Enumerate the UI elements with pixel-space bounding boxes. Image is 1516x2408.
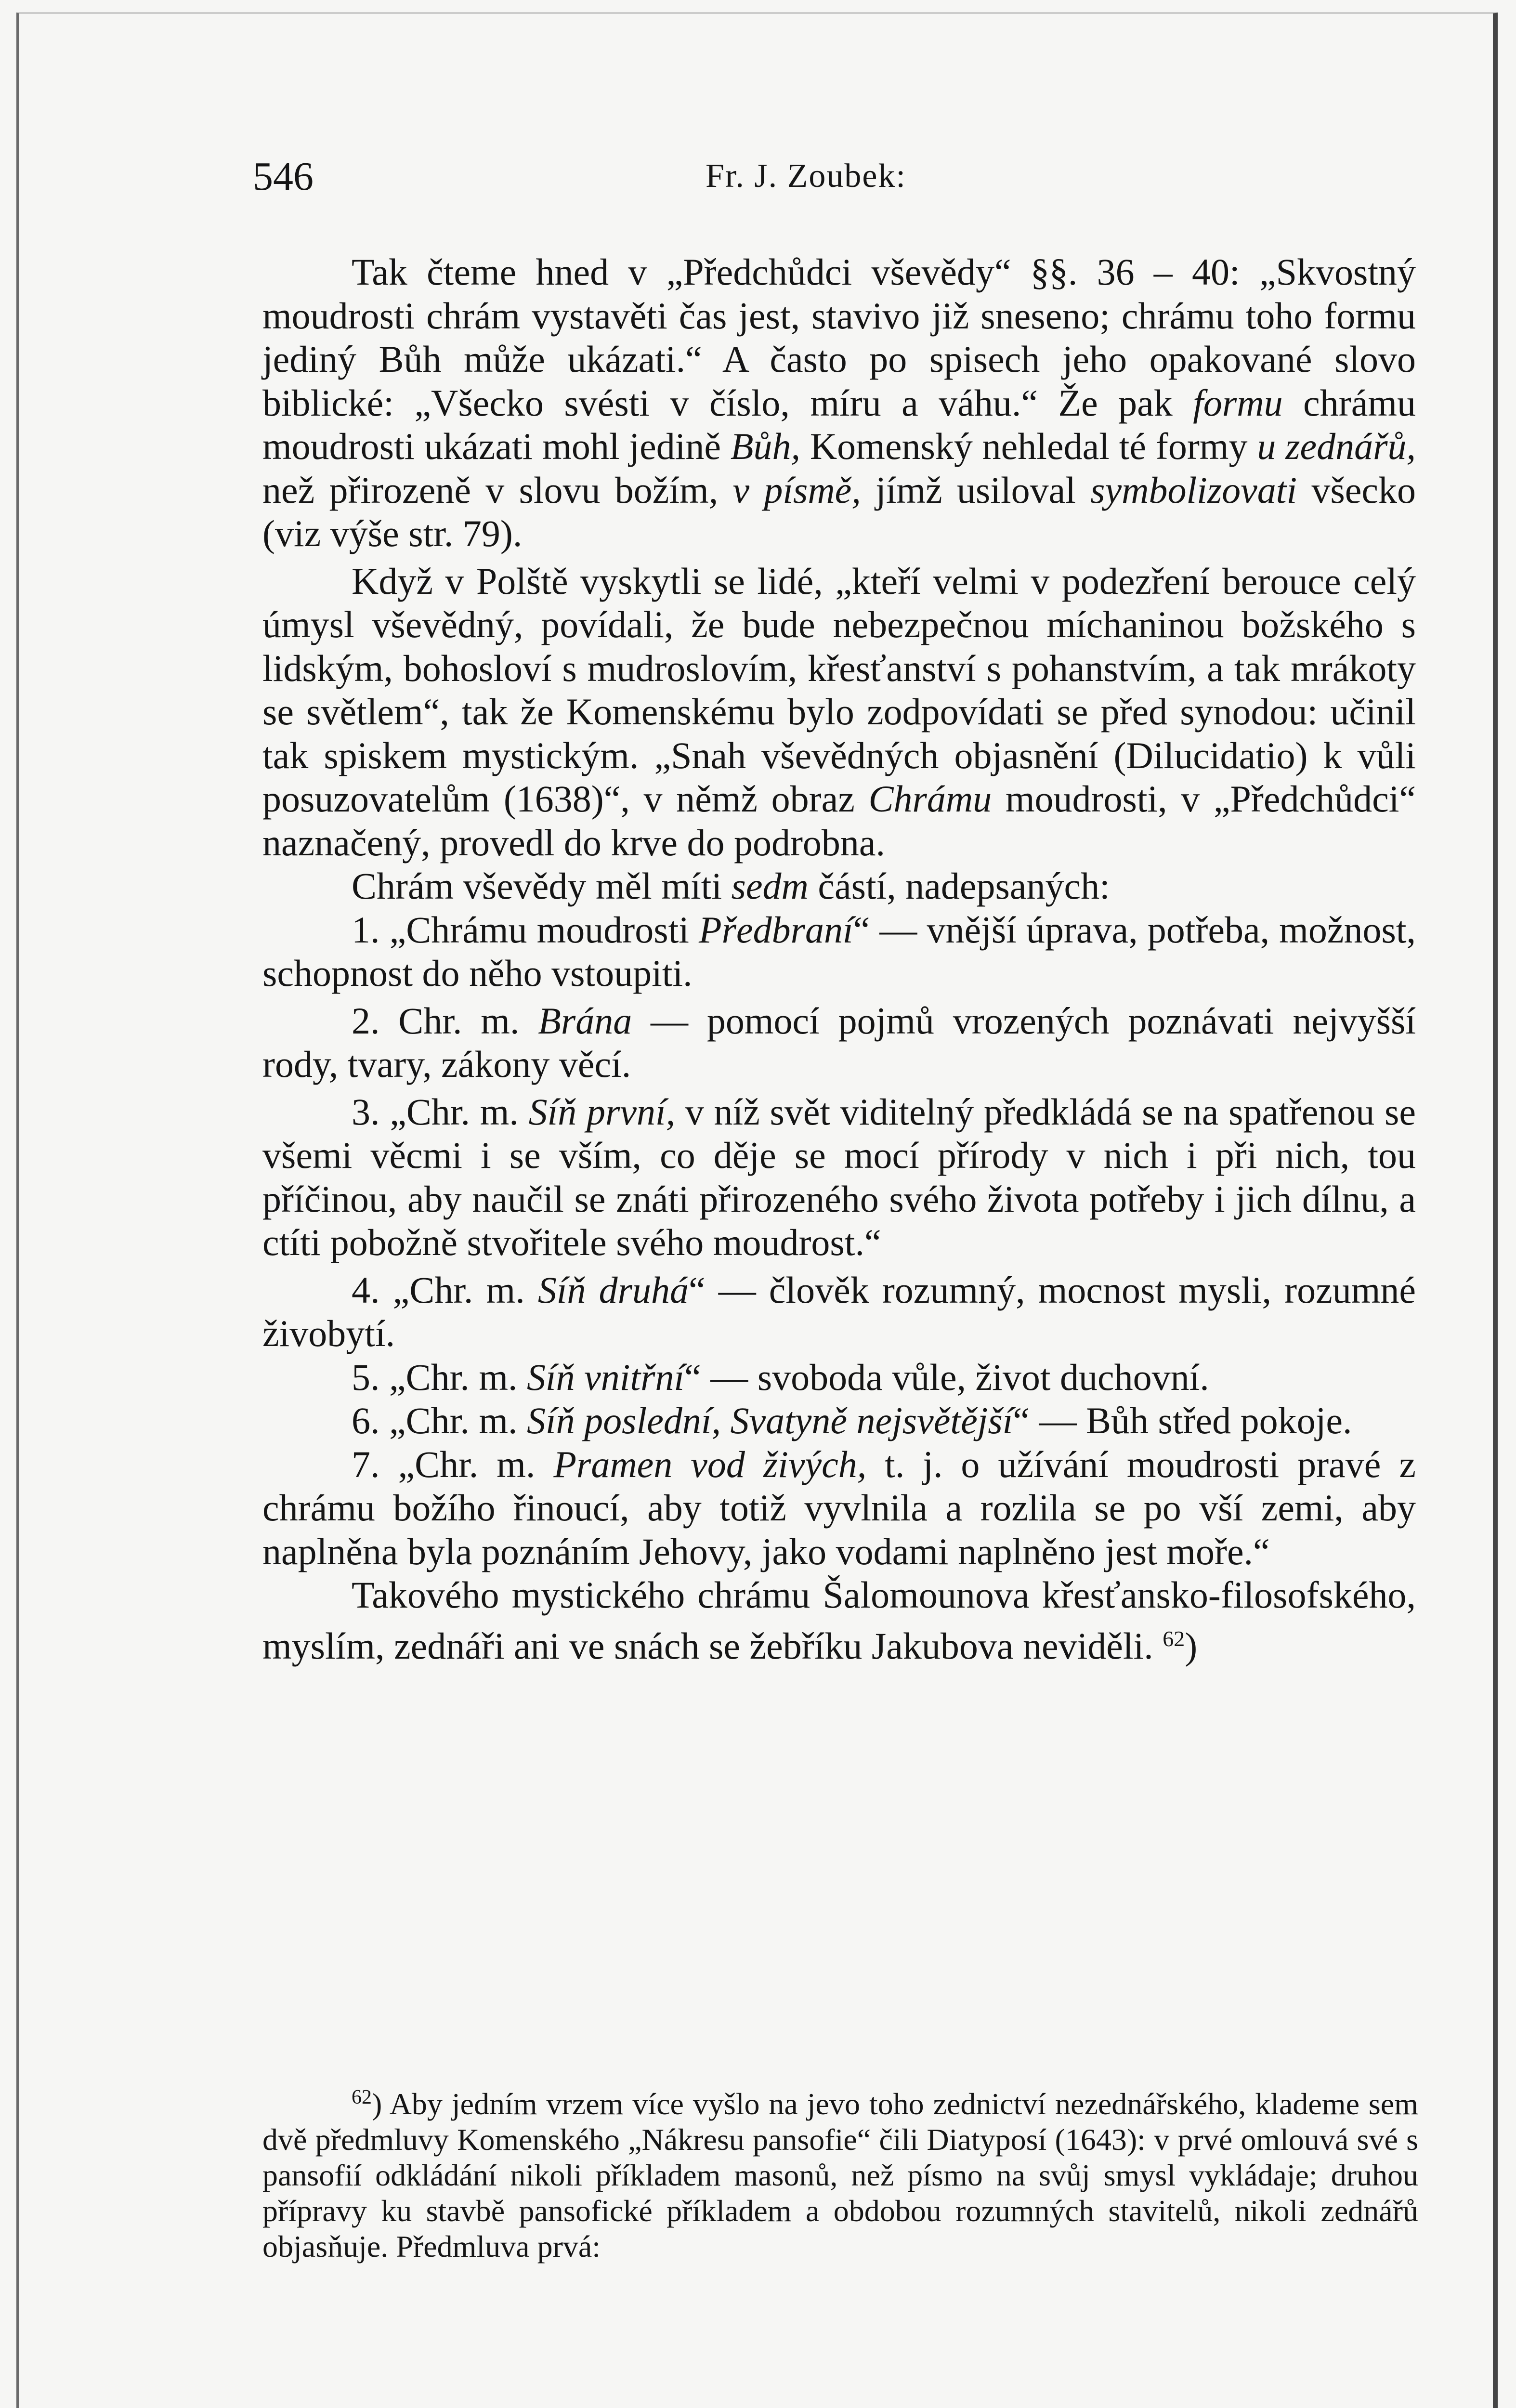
emphasized-text: Chrámu	[868, 778, 992, 820]
text-run: 7. „Chr. m.	[352, 1443, 554, 1485]
footnote	[262, 2080, 1418, 2264]
list-item	[262, 999, 1416, 1086]
text-run: chrámu moudrosti ukázati mohl jedině	[262, 381, 1416, 467]
text-run: “ — vnější úprava, potřeba, možnost, schopnost do něho vstoupiti.	[262, 908, 1416, 994]
text-run: Tak čteme hned v „Předchůdci vševědy“ §§. 36 – 40: „Skvostný moudrosti chrám vystavěti čas jest, stavivo již sneseno; chrámu toho formu jediný Bůh může ukázati.“ A často po spisech jeho opakované slovo biblické: „Všecko svésti v číslo, míru a váhu.“ Že pak	[262, 251, 1416, 424]
text-run: “ — Bůh střed pokoje.	[1013, 1400, 1352, 1441]
footnote-reference: 62	[1163, 1626, 1185, 1651]
text-run: 6. „Chr. m.	[352, 1400, 527, 1441]
text-run: t. j. o užívání moudrosti pravé z chrámu božího řinoucí, aby totiž vyvlnila a rozlila se po vší zemi, aby naplněna byla poznáním Jehovy, jako vodami naplněno jest moře.“	[262, 1443, 1416, 1572]
list-item	[262, 1090, 1416, 1265]
emphasized-text: Brána	[538, 999, 632, 1042]
text-run: Když v Polště vyskytli se lidé, „kteří velmi v podezření berouce celý úmysl vševědný, povídali, že bude nebezpečnou míchaninou božského s lidským, bohosloví s mudroslovím, křesťanství s pohanstvím, a tak mrákoty se světlem“, tak že Komenskému bylo zodpovídati se před synodou: učinil tak spiskem mystickým. „Snah vševědných objasnění (Dilucidatio) k vůli posuzovatelům (1638)“, v němž obraz	[262, 560, 1416, 820]
text-run: 4. „Chr. m.	[352, 1269, 538, 1311]
text-run: “ — člověk rozumný, mocnost mysli, rozumné živobytí.	[262, 1269, 1416, 1354]
emphasized-text: formu	[1193, 381, 1283, 424]
text-run: než přirozeně v slovu božím,	[262, 469, 733, 511]
emphasized-text: u zednářů,	[1257, 425, 1416, 467]
text-run: Takového mystického chrámu Šalomounova křesťansko-filosofského, myslím, zednáři ani ve snách se žebříku Jakubova neviděli.	[262, 1574, 1416, 1667]
list-item	[262, 1356, 1416, 1400]
emphasized-text: symbolizovati	[1090, 469, 1297, 511]
text-run: 2. Chr. m.	[352, 999, 538, 1042]
text-run: Komenský nehledal té formy	[800, 425, 1257, 467]
list-item	[262, 1399, 1416, 1443]
emphasized-text: Síň poslední, Svatyně nejsvětější	[527, 1400, 1013, 1441]
paragraph	[262, 1573, 1416, 1668]
emphasized-text: Síň druhá	[537, 1269, 689, 1311]
text-run: všecko (viz výše str. 79).	[262, 469, 1416, 554]
footnote-text: ) Aby jedním vrzem více vyšlo na jevo toho zednictví nezednářského, klademe sem dvě předmluvy Komenského „Nákresu pansofie“ čili Diatyposí (1643): v prvé omlouvá své s pansofií odkládání nikoli příkladem masonů, než písmo na svůj smysl vykládaje; druhou přípravy ku stavbě pansofické příkladem a obdobou rozumných stavitelů, nikoli zednářů objasňuje. Předmluva prvá:	[262, 2087, 1418, 2264]
running-header	[253, 153, 1433, 206]
text-run: “ — svoboda vůle, život duchovní.	[684, 1356, 1209, 1398]
body-text	[262, 250, 1416, 1668]
list-item	[262, 1269, 1416, 1356]
paragraph	[262, 250, 1416, 556]
emphasized-text: Bůh,	[730, 425, 800, 467]
text-run: 3. „Chr. m.	[352, 1090, 529, 1133]
list-item	[262, 908, 1416, 995]
paragraph	[262, 864, 1416, 908]
footnote-marker: 62	[352, 2086, 372, 2108]
running-title: Fr. J. Zoubek:	[706, 157, 906, 195]
list-item	[262, 1443, 1416, 1574]
text-run: částí, nadepsaných:	[808, 865, 1110, 907]
paragraph	[262, 560, 1416, 865]
text-run: moudrosti, v „Předchůdci“ naznačený, provedl do krve do podrobna.	[262, 778, 1416, 864]
text-run: 5. „Chr. m.	[352, 1356, 527, 1398]
emphasized-text: Síň první,	[528, 1090, 676, 1133]
emphasized-text: Pramen vod živých,	[553, 1443, 867, 1485]
emphasized-text: v písmě,	[732, 469, 861, 511]
text-run: v níž svět viditelný předkládá se na spatřenou se všemi věcmi i se vším, co děje se mocí přírody v nich i při nich, tou příčinou, aby naučil se znáti přirozeného svého života potřeby i jich dílnu, a ctíti pobožně stvořitele svého moudrost.“	[262, 1090, 1416, 1263]
text-run: — pomocí pojmů vrozených poznávati nejvyšší rody, tvary, zákony věcí.	[262, 999, 1416, 1085]
emphasized-text: sedm	[731, 865, 809, 907]
emphasized-text: Síň vnitřní	[527, 1356, 685, 1398]
text-run: )	[1185, 1624, 1198, 1667]
text-run: 1. „Chrámu moudrosti	[352, 908, 699, 951]
text-run: jímž usiloval	[861, 469, 1091, 511]
page-number: 546	[253, 154, 314, 199]
emphasized-text: Předbraní	[699, 908, 853, 951]
text-run: Chrám vševědy měl míti	[352, 865, 732, 907]
